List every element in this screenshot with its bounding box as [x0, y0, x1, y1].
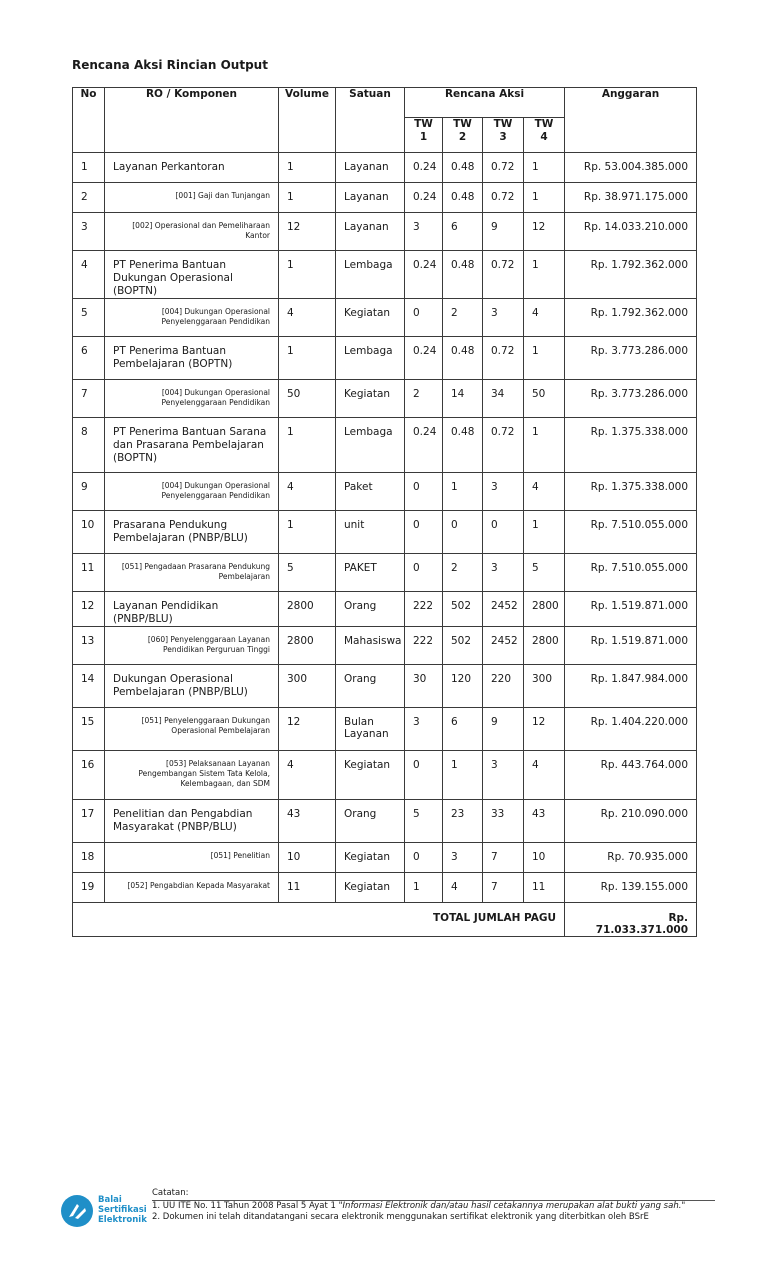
cell-tw4: 50 [524, 380, 565, 418]
table-row [73, 873, 697, 903]
cell-volume: 12 [279, 708, 336, 751]
cell-no: 10 [73, 511, 105, 554]
cell-tw2: 2 [443, 299, 483, 337]
cell-tw1: 222 [405, 627, 443, 665]
table-row [73, 554, 697, 592]
notes [152, 1188, 715, 1223]
header-tw3: TW 3 [483, 118, 524, 153]
cell-anggaran: Rp. 1.375.338.000 [565, 473, 697, 511]
cell-no: 9 [73, 473, 105, 511]
cell-tw4: 4 [524, 473, 565, 511]
cell-ro: PT Penerima Bantuan Sarana dan Prasarana Pembelajaran (BOPTN) [105, 418, 279, 473]
cell-tw4: 2800 [524, 627, 565, 665]
cell-tw3: 0.72 [483, 153, 524, 183]
cell-volume: 4 [279, 299, 336, 337]
table-row [73, 592, 697, 627]
cell-no: 14 [73, 665, 105, 708]
table-row [73, 800, 697, 843]
cell-tw2: 1 [443, 751, 483, 800]
header-ro: RO / Komponen [105, 88, 279, 153]
cell-tw1: 0 [405, 554, 443, 592]
table-row [73, 299, 697, 337]
cell-anggaran: Rp. 70.935.000 [565, 843, 697, 873]
cell-tw1: 0 [405, 299, 443, 337]
cell-tw2: 0.48 [443, 153, 483, 183]
cell-tw2: 0.48 [443, 251, 483, 299]
cell-no: 17 [73, 800, 105, 843]
note-2: 2. Dokumen ini telah ditandatangani secara elektronik menggunakan sertifikat elektronik yang diterbitkan oleh BSrE [152, 1212, 649, 1222]
cell-no: 6 [73, 337, 105, 380]
table-body [73, 153, 697, 903]
cell-no: 4 [73, 251, 105, 299]
table-row [73, 665, 697, 708]
cell-anggaran: Rp. 1.792.362.000 [565, 299, 697, 337]
cell-tw2: 0.48 [443, 183, 483, 213]
cell-satuan: Paket [336, 473, 405, 511]
cell-volume: 43 [279, 800, 336, 843]
cell-ro: [051] Penelitian [105, 843, 279, 873]
cell-ro: PT Penerima Bantuan Pembelajaran (BOPTN) [105, 337, 279, 380]
cell-no: 19 [73, 873, 105, 903]
cell-anggaran: Rp. 38.971.175.000 [565, 183, 697, 213]
cell-tw2: 6 [443, 213, 483, 251]
cell-volume: 4 [279, 751, 336, 800]
cell-ro: [060] Penyelenggaraan Layanan Pendidikan Perguruan Tinggi [105, 627, 279, 665]
cell-satuan: Kegiatan [336, 751, 405, 800]
cell-tw4: 1 [524, 511, 565, 554]
cell-no: 15 [73, 708, 105, 751]
cell-satuan: Layanan [336, 213, 405, 251]
cell-tw1: 1 [405, 873, 443, 903]
cell-tw1: 3 [405, 708, 443, 751]
cell-tw4: 5 [524, 554, 565, 592]
cell-anggaran: Rp. 3.773.286.000 [565, 380, 697, 418]
cell-satuan: Layanan [336, 183, 405, 213]
cell-anggaran: Rp. 139.155.000 [565, 873, 697, 903]
page-title: Rencana Aksi Rincian Output [72, 58, 268, 72]
cell-tw1: 2 [405, 380, 443, 418]
cell-tw3: 0 [483, 511, 524, 554]
cell-anggaran: Rp. 1.375.338.000 [565, 418, 697, 473]
cell-satuan: Orang [336, 800, 405, 843]
rencana-aksi-table [72, 87, 697, 937]
cell-ro: [001] Gaji dan Tunjangan [105, 183, 279, 213]
cell-satuan: unit [336, 511, 405, 554]
cell-satuan: PAKET [336, 554, 405, 592]
cell-tw1: 0.24 [405, 418, 443, 473]
cell-no: 13 [73, 627, 105, 665]
table-row [73, 511, 697, 554]
cell-tw3: 9 [483, 213, 524, 251]
cell-tw3: 9 [483, 708, 524, 751]
bsre-logo-icon [60, 1194, 94, 1228]
cell-tw1: 0 [405, 751, 443, 800]
table-row [73, 473, 697, 511]
cell-tw3: 3 [483, 751, 524, 800]
cell-tw3: 7 [483, 843, 524, 873]
header-no: No [73, 88, 105, 153]
cell-tw4: 2800 [524, 592, 565, 627]
cell-anggaran: Rp. 1.519.871.000 [565, 627, 697, 665]
cell-volume: 4 [279, 473, 336, 511]
cell-tw2: 0 [443, 511, 483, 554]
cell-tw1: 0 [405, 843, 443, 873]
cell-ro: [004] Dukungan Operasional Penyelenggaraan Pendidikan [105, 299, 279, 337]
cell-anggaran: Rp. 7.510.055.000 [565, 511, 697, 554]
cell-ro: [002] Operasional dan Pemeliharaan Kantor [105, 213, 279, 251]
cell-volume: 1 [279, 251, 336, 299]
cell-volume: 11 [279, 873, 336, 903]
header-anggaran: Anggaran [565, 88, 697, 153]
cell-volume: 2800 [279, 592, 336, 627]
header-volume: Volume [279, 88, 336, 153]
table-row [73, 337, 697, 380]
cell-tw4: 1 [524, 418, 565, 473]
cell-satuan: Kegiatan [336, 843, 405, 873]
cell-satuan: Lembaga [336, 418, 405, 473]
cell-ro: [053] Pelaksanaan Layanan Pengembangan Sistem Tata Kelola, Kelembagaan, dan SDM [105, 751, 279, 800]
cell-anggaran: Rp. 1.519.871.000 [565, 592, 697, 627]
cell-volume: 300 [279, 665, 336, 708]
cell-anggaran: Rp. 1.847.984.000 [565, 665, 697, 708]
cell-tw1: 5 [405, 800, 443, 843]
cell-no: 2 [73, 183, 105, 213]
cell-tw2: 502 [443, 592, 483, 627]
cell-ro: Layanan Pendidikan (PNBP/BLU) [105, 592, 279, 627]
cell-tw3: 3 [483, 554, 524, 592]
cell-ro: Prasarana Pendukung Pembelajaran (PNBP/BLU) [105, 511, 279, 554]
cell-tw4: 1 [524, 153, 565, 183]
table-row [73, 751, 697, 800]
cell-tw4: 300 [524, 665, 565, 708]
cell-volume: 50 [279, 380, 336, 418]
cell-volume: 1 [279, 511, 336, 554]
cell-tw3: 7 [483, 873, 524, 903]
cell-tw3: 220 [483, 665, 524, 708]
cell-tw1: 3 [405, 213, 443, 251]
cell-tw1: 30 [405, 665, 443, 708]
cell-tw3: 2452 [483, 627, 524, 665]
cell-no: 8 [73, 418, 105, 473]
cell-anggaran: Rp. 1.792.362.000 [565, 251, 697, 299]
cell-tw4: 11 [524, 873, 565, 903]
note-1: 1. UU ITE No. 11 Tahun 2008 Pasal 5 Ayat 1 "Informasi Elektronik dan/atau hasil cetakannya merupakan alat bukti yang sah." [152, 1201, 686, 1211]
cell-tw3: 34 [483, 380, 524, 418]
cell-tw3: 0.72 [483, 337, 524, 380]
bsre-logo-text: Balai Sertifikasi Elektronik [98, 1195, 147, 1225]
cell-no: 12 [73, 592, 105, 627]
cell-ro: [004] Dukungan Operasional Penyelenggaraan Pendidikan [105, 473, 279, 511]
cell-no: 16 [73, 751, 105, 800]
cell-satuan: Kegiatan [336, 299, 405, 337]
cell-ro: [051] Pengadaan Prasarana Pendukung Pembelajaran [105, 554, 279, 592]
cell-tw4: 4 [524, 751, 565, 800]
table-row [73, 213, 697, 251]
cell-tw1: 0.24 [405, 153, 443, 183]
cell-anggaran: Rp. 14.033.210.000 [565, 213, 697, 251]
cell-satuan: Kegiatan [336, 873, 405, 903]
table-row [73, 153, 697, 183]
cell-tw1: 0.24 [405, 251, 443, 299]
cell-ro: Dukungan Operasional Pembelajaran (PNBP/BLU) [105, 665, 279, 708]
cell-anggaran: Rp. 7.510.055.000 [565, 554, 697, 592]
cell-tw2: 502 [443, 627, 483, 665]
cell-satuan: Lembaga [336, 337, 405, 380]
table-row [73, 251, 697, 299]
total-label: TOTAL JUMLAH PAGU [73, 903, 565, 937]
cell-ro: [052] Pengabdian Kepada Masyarakat [105, 873, 279, 903]
cell-no: 7 [73, 380, 105, 418]
cell-tw1: 0.24 [405, 183, 443, 213]
header-tw2: TW 2 [443, 118, 483, 153]
header-tw4: TW 4 [524, 118, 565, 153]
cell-satuan: Mahasiswa [336, 627, 405, 665]
cell-no: 5 [73, 299, 105, 337]
cell-no: 18 [73, 843, 105, 873]
cell-tw4: 1 [524, 337, 565, 380]
cell-anggaran: Rp. 210.090.000 [565, 800, 697, 843]
cell-satuan: Lembaga [336, 251, 405, 299]
cell-tw1: 0 [405, 473, 443, 511]
header-rencana-aksi: Rencana Aksi [405, 88, 565, 118]
cell-anggaran: Rp. 1.404.220.000 [565, 708, 697, 751]
cell-volume: 5 [279, 554, 336, 592]
table-row [73, 708, 697, 751]
cell-tw2: 6 [443, 708, 483, 751]
table-row [73, 380, 697, 418]
cell-tw3: 3 [483, 299, 524, 337]
table-row [73, 418, 697, 473]
cell-volume: 2800 [279, 627, 336, 665]
cell-ro: [051] Penyelenggaraan Dukungan Operasional Pembelajaran [105, 708, 279, 751]
cell-tw2: 3 [443, 843, 483, 873]
cell-volume: 1 [279, 153, 336, 183]
cell-tw3: 33 [483, 800, 524, 843]
cell-anggaran: Rp. 53.004.385.000 [565, 153, 697, 183]
cell-tw3: 0.72 [483, 418, 524, 473]
cell-satuan: Orang [336, 592, 405, 627]
footer [60, 1188, 715, 1238]
table-row [73, 627, 697, 665]
total-value: Rp. 71.033.371.000 [565, 903, 697, 937]
cell-tw2: 2 [443, 554, 483, 592]
cell-tw2: 1 [443, 473, 483, 511]
cell-tw2: 14 [443, 380, 483, 418]
cell-no: 11 [73, 554, 105, 592]
cell-satuan: Bulan Layanan [336, 708, 405, 751]
cell-satuan: Layanan [336, 153, 405, 183]
table-row [73, 843, 697, 873]
cell-tw4: 10 [524, 843, 565, 873]
notes-title: Catatan: [152, 1188, 715, 1201]
cell-tw1: 0.24 [405, 337, 443, 380]
cell-tw2: 23 [443, 800, 483, 843]
cell-volume: 10 [279, 843, 336, 873]
cell-tw4: 12 [524, 213, 565, 251]
cell-volume: 1 [279, 418, 336, 473]
cell-tw3: 0.72 [483, 183, 524, 213]
cell-volume: 1 [279, 183, 336, 213]
cell-anggaran: Rp. 3.773.286.000 [565, 337, 697, 380]
cell-tw3: 3 [483, 473, 524, 511]
cell-tw2: 0.48 [443, 337, 483, 380]
cell-tw4: 4 [524, 299, 565, 337]
cell-no: 3 [73, 213, 105, 251]
cell-tw4: 12 [524, 708, 565, 751]
cell-tw4: 1 [524, 183, 565, 213]
cell-tw1: 0 [405, 511, 443, 554]
cell-tw2: 4 [443, 873, 483, 903]
cell-tw2: 0.48 [443, 418, 483, 473]
cell-volume: 1 [279, 337, 336, 380]
header-tw1: TW 1 [405, 118, 443, 153]
cell-tw1: 222 [405, 592, 443, 627]
cell-tw3: 2452 [483, 592, 524, 627]
table-row [73, 183, 697, 213]
cell-tw4: 1 [524, 251, 565, 299]
cell-volume: 12 [279, 213, 336, 251]
cell-ro: [004] Dukungan Operasional Penyelenggaraan Pendidikan [105, 380, 279, 418]
cell-anggaran: Rp. 443.764.000 [565, 751, 697, 800]
cell-ro: PT Penerima Bantuan Dukungan Operasional (BOPTN) [105, 251, 279, 299]
cell-ro: Penelitian dan Pengabdian Masyarakat (PNBP/BLU) [105, 800, 279, 843]
cell-satuan: Orang [336, 665, 405, 708]
cell-tw2: 120 [443, 665, 483, 708]
header-satuan: Satuan [336, 88, 405, 153]
cell-tw4: 43 [524, 800, 565, 843]
cell-no: 1 [73, 153, 105, 183]
cell-satuan: Kegiatan [336, 380, 405, 418]
cell-ro: Layanan Perkantoran [105, 153, 279, 183]
cell-tw3: 0.72 [483, 251, 524, 299]
